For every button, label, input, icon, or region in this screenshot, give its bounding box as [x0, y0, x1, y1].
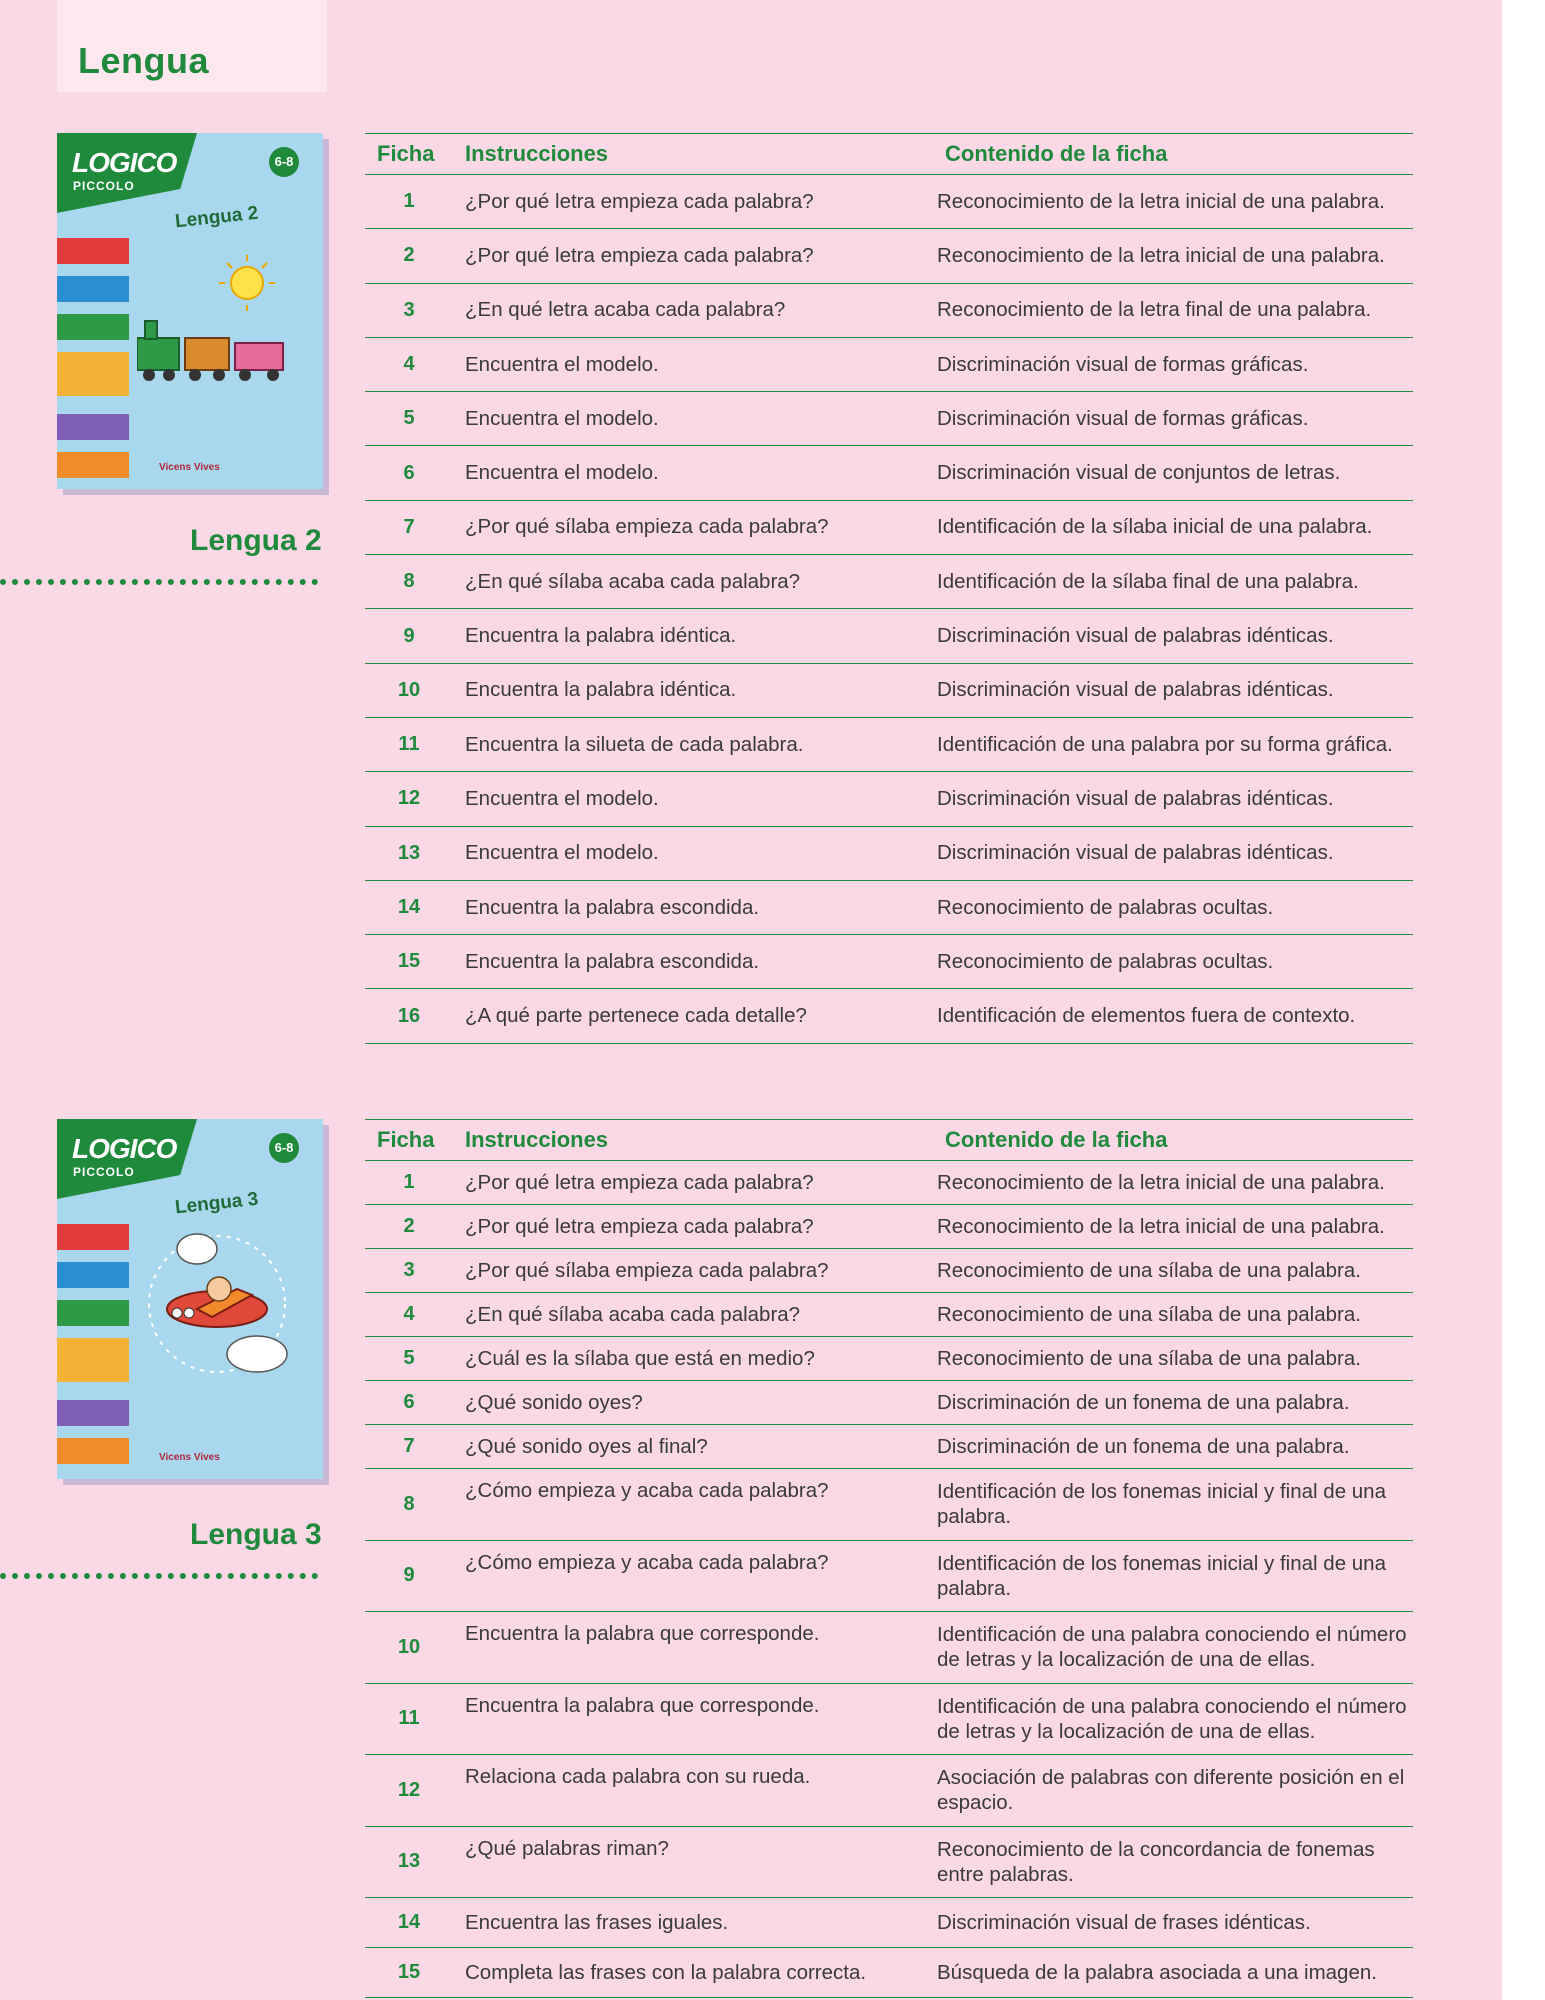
content-cell: Identificación de los fonemas inicial y final de una palabra. — [933, 1540, 1413, 1612]
ficha-number: 12 — [365, 1755, 453, 1827]
ficha-number: 2 — [365, 1205, 453, 1249]
content-cell: Reconocimiento de la letra final de una palabra. — [933, 283, 1413, 337]
table-row — [365, 826, 1413, 880]
table-row — [365, 1755, 1413, 1827]
content-cell: Reconocimiento de palabras ocultas. — [933, 880, 1413, 934]
ficha-number: 7 — [365, 1425, 453, 1469]
content-cell: Identificación de una palabra por su forma gráfica. — [933, 717, 1413, 771]
content-cell: Reconocimiento de la letra inicial de una palabra. — [933, 175, 1413, 229]
cover-logo: LOGICO — [72, 147, 177, 178]
ficha-number: 10 — [365, 663, 453, 717]
content-cell: Discriminación visual de palabras idénticas. — [933, 609, 1413, 663]
table-row — [365, 1826, 1413, 1898]
ficha-number: 3 — [365, 283, 453, 337]
ficha-number: 3 — [365, 1249, 453, 1293]
instruction-cell: ¿A qué parte pertenece cada detalle? — [453, 989, 933, 1043]
table-row — [365, 283, 1413, 337]
content-cell: Identificación de una palabra conociendo el número de letras y la localización de una de ellas. — [933, 1612, 1413, 1684]
publisher-logo: Vicens Vives — [159, 462, 220, 473]
content-cell: Reconocimiento de una sílaba de una palabra. — [933, 1293, 1413, 1337]
content-cell: Identificación de los fonemas inicial y final de una palabra. — [933, 1469, 1413, 1541]
table-row — [365, 989, 1413, 1043]
content-cell: Discriminación visual de palabras idénticas. — [933, 826, 1413, 880]
ficha-number: 5 — [365, 392, 453, 446]
ficha-number: 6 — [365, 446, 453, 500]
content-cell: Discriminación visual de formas gráficas. — [933, 337, 1413, 391]
cover-tab — [57, 1338, 129, 1382]
table-row — [365, 1293, 1413, 1337]
ficha-number: 13 — [365, 826, 453, 880]
table-row — [365, 1683, 1413, 1755]
content-cell: Discriminación visual de palabras idénticas. — [933, 663, 1413, 717]
instruction-cell: Encuentra la palabra que corresponde. — [453, 1683, 933, 1755]
instruction-cell: Completa las frases con la palabra correcta. — [453, 1948, 933, 1998]
ficha-number: 14 — [365, 1898, 453, 1948]
instruction-cell: Encuentra el modelo. — [453, 337, 933, 391]
content-cell: Identificación de la sílaba final de una palabra. — [933, 555, 1413, 609]
table-row — [365, 1161, 1413, 1205]
cover-series: PICCOLO — [73, 1165, 135, 1179]
ficha-number: 5 — [365, 1337, 453, 1381]
content-cell: Reconocimiento de la letra inicial de una palabra. — [933, 229, 1413, 283]
ficha-number: 10 — [365, 1612, 453, 1684]
content-cell: Discriminación de un fonema de una palabra. — [933, 1425, 1413, 1469]
instruction-cell: ¿Cómo empieza y acaba cada palabra? — [453, 1469, 933, 1541]
table-row — [365, 717, 1413, 771]
instruction-cell: Encuentra la palabra que corresponde. — [453, 1612, 933, 1684]
table-row — [365, 1948, 1413, 1998]
airplane-illustration — [137, 1229, 317, 1379]
cover-logo: LOGICO — [72, 1133, 177, 1164]
ficha-number: 8 — [365, 1469, 453, 1541]
table-row — [365, 1205, 1413, 1249]
ficha-number: 6 — [365, 1381, 453, 1425]
header-instrucciones: Instrucciones — [453, 134, 933, 175]
header-instrucciones: Instrucciones — [453, 1120, 933, 1161]
content-cell: Reconocimiento de palabras ocultas. — [933, 935, 1413, 989]
ficha-number: 11 — [365, 1683, 453, 1755]
content-cell: Discriminación de un fonema de una palabra. — [933, 1381, 1413, 1425]
table-row — [365, 935, 1413, 989]
instruction-cell: ¿Qué sonido oyes al final? — [453, 1425, 933, 1469]
content-cell: Búsqueda de la palabra asociada a una imagen. — [933, 1948, 1413, 1998]
instruction-cell: ¿En qué letra acaba cada palabra? — [453, 283, 933, 337]
fichas-table-lengua-2 — [365, 133, 1413, 1044]
instruction-cell: Encuentra la palabra escondida. — [453, 935, 933, 989]
cover-tab — [57, 1262, 129, 1288]
table-row — [365, 392, 1413, 446]
ficha-number: 14 — [365, 880, 453, 934]
ficha-number: 9 — [365, 1540, 453, 1612]
instruction-cell: Encuentra el modelo. — [453, 826, 933, 880]
cover-series: PICCOLO — [73, 179, 135, 193]
ficha-number: 13 — [365, 1826, 453, 1898]
age-badge: 6-8 — [269, 147, 299, 177]
table-row — [365, 1425, 1413, 1469]
ficha-number: 7 — [365, 500, 453, 554]
content-cell: Discriminación visual de conjuntos de letras. — [933, 446, 1413, 500]
table-row — [365, 1540, 1413, 1612]
instruction-cell: Relaciona cada palabra con su rueda. — [453, 1755, 933, 1827]
book-label-lengua-2: Lengua 2 — [190, 524, 322, 557]
instruction-cell: ¿Cómo empieza y acaba cada palabra? — [453, 1540, 933, 1612]
cover-title: Lengua 2 — [174, 202, 260, 233]
table-row — [365, 880, 1413, 934]
instruction-cell: Encuentra el modelo. — [453, 772, 933, 826]
book-cover-lengua-3 — [57, 1119, 323, 1479]
table-row — [365, 1337, 1413, 1381]
content-cell: Reconocimiento de la concordancia de fonemas entre palabras. — [933, 1826, 1413, 1898]
cover-tab — [57, 452, 129, 478]
cover-tab — [57, 314, 129, 340]
instruction-cell: ¿Por qué letra empieza cada palabra? — [453, 1205, 933, 1249]
instruction-cell: Encuentra las frases iguales. — [453, 1898, 933, 1948]
instruction-cell: ¿Por qué sílaba empieza cada palabra? — [453, 500, 933, 554]
table-row — [365, 337, 1413, 391]
instruction-cell: Encuentra el modelo. — [453, 446, 933, 500]
book-label-lengua-3: Lengua 3 — [190, 1518, 322, 1551]
instruction-cell: Encuentra la palabra idéntica. — [453, 609, 933, 663]
book-cover-lengua-2 — [57, 133, 323, 489]
ficha-number: 15 — [365, 1948, 453, 1998]
instruction-cell: ¿En qué sílaba acaba cada palabra? — [453, 555, 933, 609]
table-row — [365, 1249, 1413, 1293]
table-row — [365, 663, 1413, 717]
instruction-cell: Encuentra la silueta de cada palabra. — [453, 717, 933, 771]
content-cell: Identificación de elementos fuera de contexto. — [933, 989, 1413, 1043]
header-contenido: Contenido de la ficha — [933, 1120, 1413, 1161]
content-cell: Reconocimiento de la letra inicial de una palabra. — [933, 1205, 1413, 1249]
cover-tab — [57, 1224, 129, 1250]
content-cell: Reconocimiento de la letra inicial de una palabra. — [933, 1161, 1413, 1205]
instruction-cell: ¿Por qué letra empieza cada palabra? — [453, 229, 933, 283]
table-row — [365, 1469, 1413, 1541]
instruction-cell: Encuentra el modelo. — [453, 392, 933, 446]
train-illustration — [137, 243, 317, 393]
ficha-number: 1 — [365, 1161, 453, 1205]
cover-tab — [57, 352, 129, 396]
table-row — [365, 772, 1413, 826]
ficha-number: 9 — [365, 609, 453, 663]
table-row — [365, 1612, 1413, 1684]
instruction-cell: Encuentra la palabra idéntica. — [453, 663, 933, 717]
header-contenido: Contenido de la ficha — [933, 134, 1413, 175]
fichas-table-lengua-3 — [365, 1119, 1413, 1998]
publisher-logo: Vicens Vives — [159, 1452, 220, 1463]
ficha-number: 2 — [365, 229, 453, 283]
instruction-cell: ¿Qué sonido oyes? — [453, 1381, 933, 1425]
instruction-cell: Encuentra la palabra escondida. — [453, 880, 933, 934]
dotted-divider — [0, 1573, 318, 1579]
cover-tab — [57, 1438, 129, 1464]
content-cell: Discriminación visual de palabras idénticas. — [933, 772, 1413, 826]
content-cell: Reconocimiento de una sílaba de una palabra. — [933, 1249, 1413, 1293]
instruction-cell: ¿Cuál es la sílaba que está en medio? — [453, 1337, 933, 1381]
table-row — [365, 1381, 1413, 1425]
content-cell: Identificación de la sílaba inicial de una palabra. — [933, 500, 1413, 554]
ficha-number: 12 — [365, 772, 453, 826]
dotted-divider — [0, 579, 318, 585]
age-badge: 6-8 — [269, 1133, 299, 1163]
content-cell: Reconocimiento de una sílaba de una palabra. — [933, 1337, 1413, 1381]
ficha-number: 4 — [365, 1293, 453, 1337]
content-cell: Identificación de una palabra conociendo el número de letras y la localización de una de ellas. — [933, 1683, 1413, 1755]
ficha-number: 4 — [365, 337, 453, 391]
header-ficha: Ficha — [365, 134, 453, 175]
table-row — [365, 175, 1413, 229]
instruction-cell: ¿Qué palabras riman? — [453, 1826, 933, 1898]
table-row — [365, 555, 1413, 609]
ficha-number: 15 — [365, 935, 453, 989]
content-cell: Discriminación visual de frases idénticas. — [933, 1898, 1413, 1948]
cover-tab — [57, 414, 129, 440]
cover-tab — [57, 1400, 129, 1426]
ficha-number: 16 — [365, 989, 453, 1043]
page-title: Lengua — [78, 40, 210, 81]
content-cell: Asociación de palabras con diferente posición en el espacio. — [933, 1755, 1413, 1827]
instruction-cell: ¿Por qué letra empieza cada palabra? — [453, 175, 933, 229]
table-row — [365, 1898, 1413, 1948]
table-row — [365, 446, 1413, 500]
table-row — [365, 229, 1413, 283]
cover-tab — [57, 238, 129, 264]
ficha-number: 8 — [365, 555, 453, 609]
instruction-cell: ¿Por qué sílaba empieza cada palabra? — [453, 1249, 933, 1293]
instruction-cell: ¿En qué sílaba acaba cada palabra? — [453, 1293, 933, 1337]
content-cell: Discriminación visual de formas gráficas. — [933, 392, 1413, 446]
ficha-number: 1 — [365, 175, 453, 229]
cover-tab — [57, 1300, 129, 1326]
table-row — [365, 609, 1413, 663]
cover-tab — [57, 276, 129, 302]
instruction-cell: ¿Por qué letra empieza cada palabra? — [453, 1161, 933, 1205]
table-row — [365, 500, 1413, 554]
cover-title: Lengua 3 — [174, 1188, 260, 1219]
header-ficha: Ficha — [365, 1120, 453, 1161]
ficha-number: 11 — [365, 717, 453, 771]
